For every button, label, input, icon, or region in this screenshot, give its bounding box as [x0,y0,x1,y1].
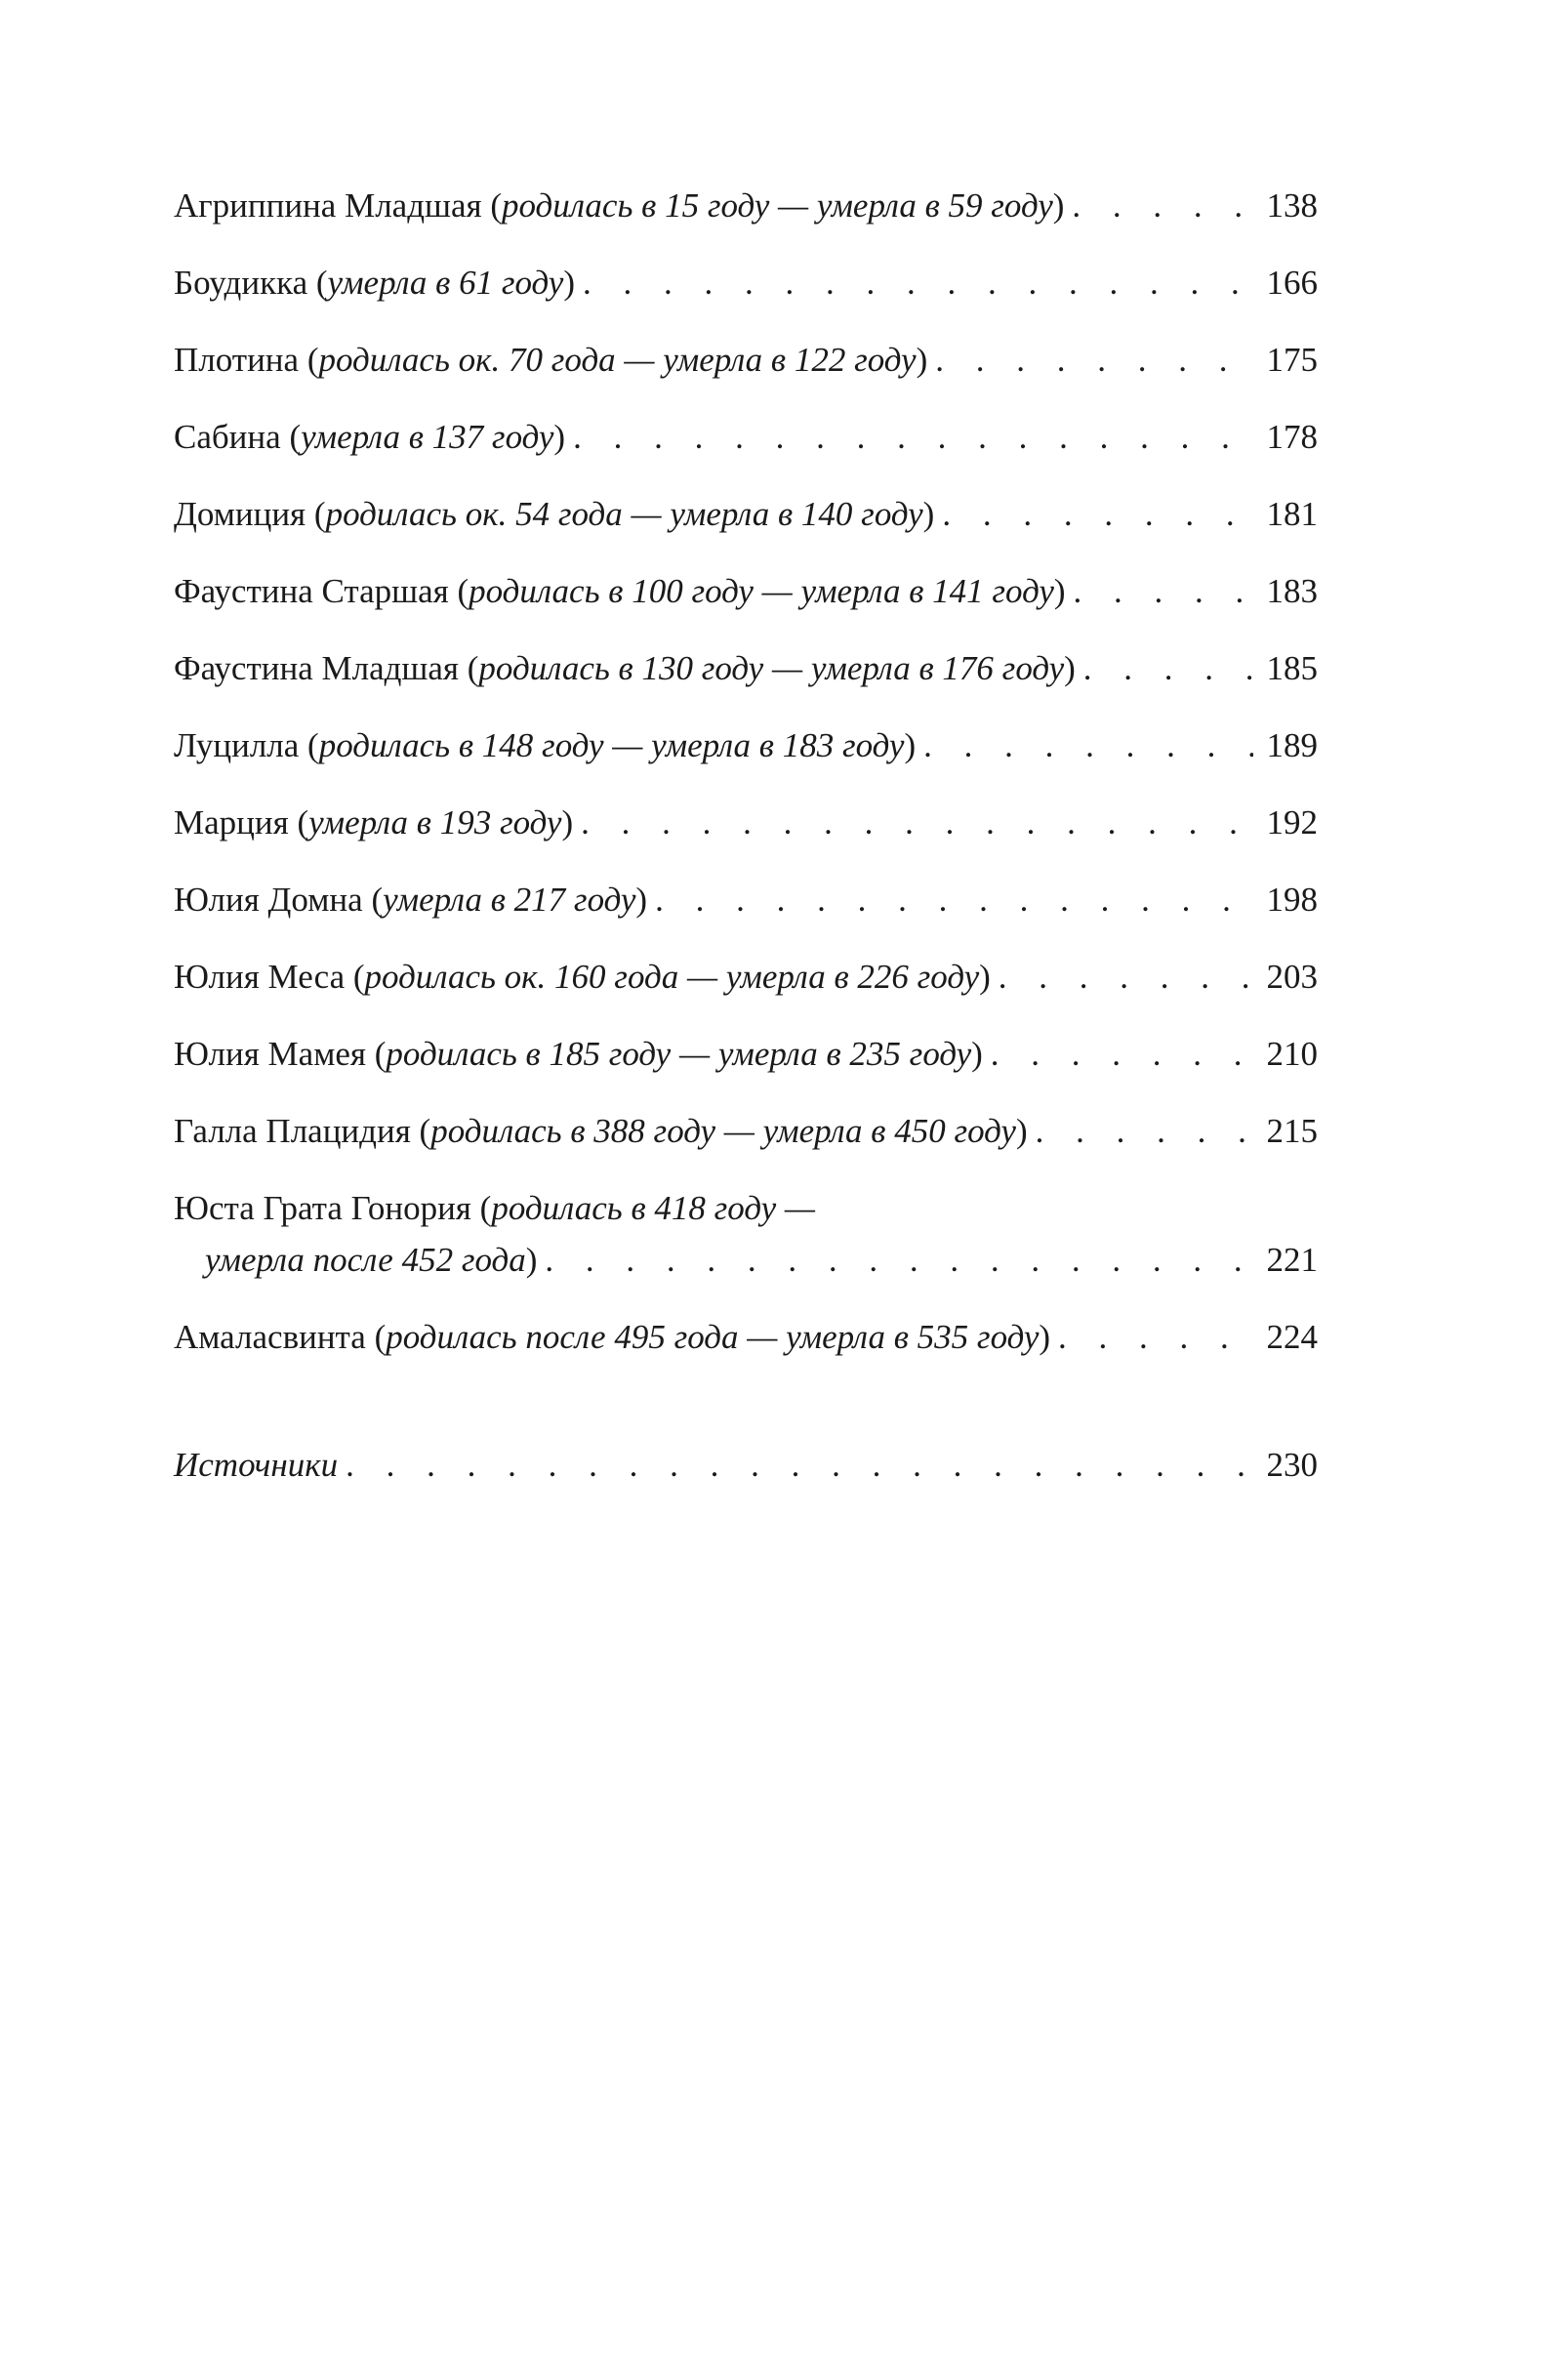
entry-name: Источники [174,1446,339,1484]
dot-leader [999,957,1253,998]
entry-name: Агриппина Младшая [174,186,482,225]
entry-page-number: 166 [1266,264,1318,302]
entry-name: Фаустина Старшая [174,572,449,610]
entry-dates: (родилась в 388 году — умерла в 450 году) [419,1112,1028,1150]
section-gap [174,1394,1318,1445]
entry-page-number: 198 [1266,881,1318,919]
entry-name: Юлия Мамея [174,1035,366,1073]
dot-leader [1036,1111,1253,1152]
entry-dates: (умерла в 193 году) [297,803,574,841]
entry-dates: (родилась после 495 года — умерла в 535 году) [374,1318,1051,1356]
toc-entry-plotina[interactable] [174,340,1318,417]
entry-dates: (умерла в 61 году) [315,264,575,302]
dot-leader [1074,571,1253,612]
toc-entry-sabina[interactable] [174,417,1318,494]
entry-name: Амаласвинта [174,1318,366,1356]
entry-dates: (родилась в 130 году — умерла в 176 году) [467,649,1076,687]
entry-page-number: 224 [1266,1318,1318,1356]
entry-dates: (родилась в 148 году — умерла в 183 году) [307,726,917,764]
toc-entry-galla-placidia[interactable] [174,1111,1318,1188]
dot-leader [583,263,1253,304]
dot-leader [573,417,1253,458]
entry-name: Галла Плацидия [174,1112,411,1150]
entry-dates-line1: (родилась в 418 году — [479,1189,815,1227]
toc-entry-boudicca[interactable] [174,263,1318,340]
entry-page-number: 221 [1266,1241,1318,1279]
toc-entry-amalasuintha[interactable] [174,1317,1318,1394]
toc-entry-sources[interactable] [174,1445,1318,1522]
dot-leader [1072,185,1253,226]
entry-dates: (родилась в 185 году — умерла в 235 году) [374,1035,983,1073]
entry-name: Боудикка [174,264,308,302]
entry-dates: (родилась в 100 году — умерла в 141 году) [457,572,1066,610]
entry-name: Юлия Меса [174,958,346,996]
entry-dates: (родилась ок. 70 года — умерла в 122 году) [306,341,928,379]
toc-entry-faustina-younger[interactable] [174,648,1318,725]
entry-page-number: 175 [1266,341,1318,379]
dot-leader [1058,1317,1253,1358]
entry-dates: (умерла в 217 году) [371,881,648,919]
toc-entry-faustina-elder[interactable] [174,571,1318,648]
entry-page-number: 230 [1266,1446,1318,1484]
entry-page-number: 183 [1266,572,1318,610]
entry-name: Марция [174,803,289,841]
entry-dates: (родилась в 15 году — умерла в 59 году) [490,186,1065,225]
entry-page-number: 210 [1266,1035,1318,1073]
table-of-contents [174,185,1318,1522]
dot-leader [991,1034,1253,1075]
entry-name: Фаустина Младшая [174,649,459,687]
entry-dates: (родилась ок. 160 года — умерла в 226 году) [352,958,991,996]
entry-name: Плотина [174,341,300,379]
entry-name: Юста Грата Гонория [174,1189,471,1227]
entry-name: Сабина [174,418,281,456]
dot-leader [942,494,1253,535]
entry-page-number: 215 [1266,1112,1318,1150]
dot-leader [346,1445,1253,1486]
dot-leader [923,725,1253,766]
toc-entry-marcia[interactable] [174,802,1318,880]
entry-page-number: 178 [1266,418,1318,456]
entry-name: Луцилла [174,726,300,764]
toc-entry-julia-mamaea[interactable] [174,1034,1318,1111]
entry-dates: (родилась ок. 54 года — умерла в 140 году) [313,495,935,533]
toc-entry-lucilla[interactable] [174,725,1318,802]
dot-leader [935,340,1253,381]
entry-name: Домиция [174,495,306,533]
entry-page-number: 203 [1266,958,1318,996]
entry-name: Юлия Домна [174,881,363,919]
dot-leader [655,880,1253,921]
entry-dates-line2: умерла после 452 года) [205,1241,538,1279]
toc-entry-agrippina[interactable] [174,185,1318,263]
entry-page-number: 185 [1266,649,1318,687]
dot-leader [1083,648,1253,689]
toc-entry-justa-grata-honoria[interactable] [174,1188,1318,1317]
entry-page-number: 138 [1266,186,1318,225]
dot-leader [545,1240,1253,1281]
entry-page-number: 189 [1266,726,1318,764]
toc-entry-julia-domna[interactable] [174,880,1318,957]
entry-page-number: 181 [1266,495,1318,533]
dot-leader [581,802,1253,843]
entry-dates: (умерла в 137 году) [289,418,566,456]
toc-entry-domitia[interactable] [174,494,1318,571]
entry-page-number: 192 [1266,803,1318,841]
toc-entry-julia-maesa[interactable] [174,957,1318,1034]
